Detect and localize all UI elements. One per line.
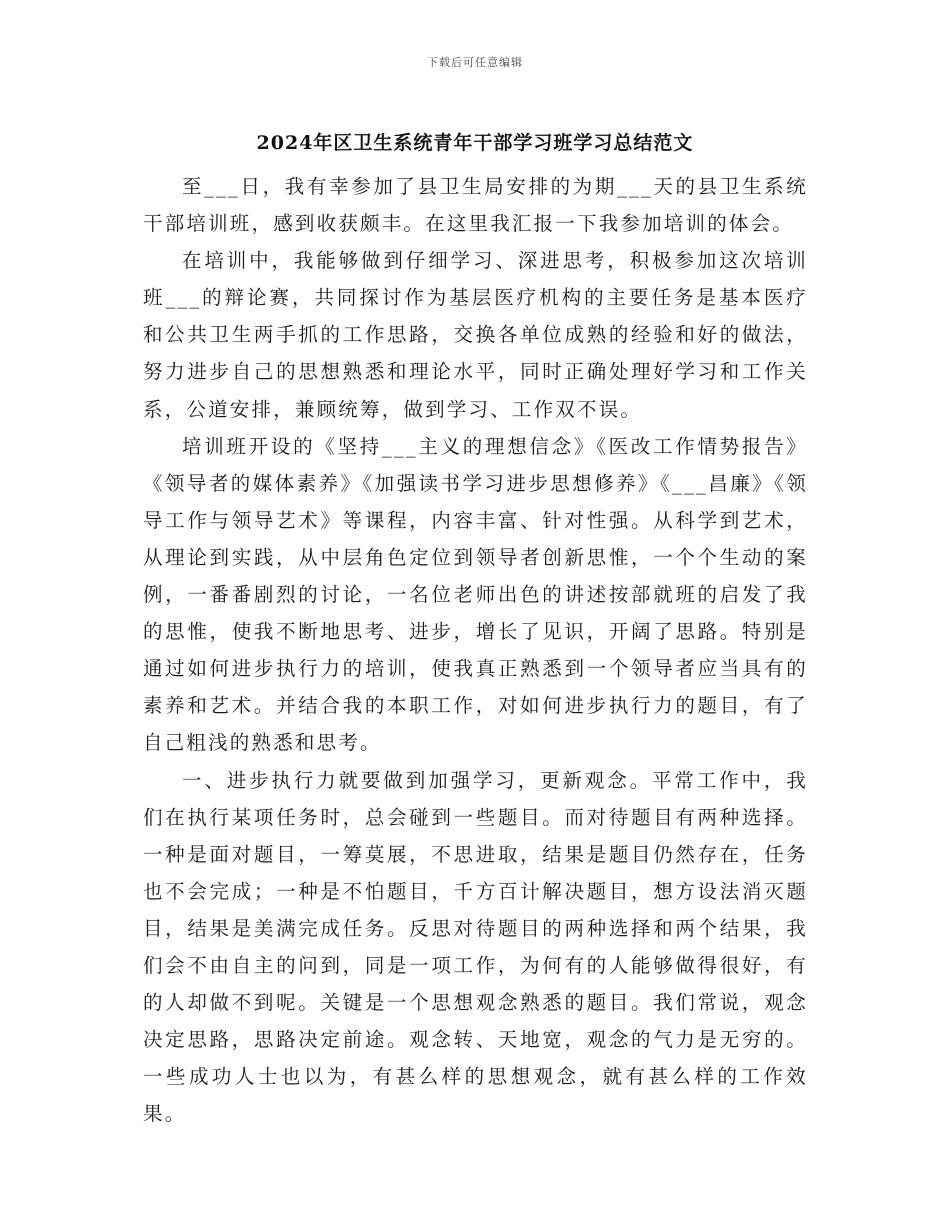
paragraph-training: 在培训中，我能够做到仔细学习、深进思考，积极参加这次培训班___的辩论赛，共同探讨作为基层医疗机构的主要任务是基本医疗和公共卫生两手抓的工作思路，交换各单位成熟的经验和好的做法，努力进步自己的思想熟悉和理论水平，同时正确处理好学习和工作关系，公道安排，兼顾统筹，做到学习、工作双不误。	[143, 249, 808, 421]
paragraph-point-one: 一、进步执行力就要做到加强学习，更新观念。平常工作中，我们在执行某项任务时，总会碰到一些题目。而对待题目有两种选择。一种是面对题目，一筹莫展，不思进取，结果是题目仍然存在，任务也不会完成；一种是不怕题目，千方百计解决题目，想方设法消灭题目，结果是美满完成任务。反思对待题目的两种选择和两个结果，我们会不由自主的问到，同是一项工作，为何有的人能够做得很好，有的人却做不到呢。关键是一个思想观念熟悉的题目。我们常说，观念决定思路，思路决定前途。观念转、天地宽，观念的气力是无穷的。一些成功人士也以为，有甚么样的思想观念，就有甚么样的工作效果。	[143, 768, 808, 1126]
paragraph-courses: 培训班开设的《坚持___主义的理想信念》《医改工作情势报告》《领导者的媒体素养》《加强读书学习进步思想修养》《___昌廉》《领导工作与领导艺术》等课程，内容丰富、针对性强。从科学到艺术，从理论到实践，从中层角色定位到领导者创新思惟，一个个生动的案例，一番番剧烈的讨论，一名位老师出色的讲述按部就班的启发了我的思惟，使我不断地思考、进步，增长了见识，开阔了思路。特别是通过如何进步执行力的培训，使我真正熟悉到一个领导者应当具有的素养和艺术。并结合我的本职工作，对如何进步执行力的题目，有了自己粗浅的熟悉和思考。	[143, 434, 808, 755]
document-title: 2024年区卫生系统青年干部学习班学习总结范文	[256, 132, 694, 154]
header-note: 下载后可任意编辑	[427, 56, 523, 69]
paragraph-intro: 至___日，我有幸参加了县卫生局安排的为期___天的县卫生系统干部培训班，感到收获颇丰。在这里我汇报一下我参加培训的体会。	[143, 175, 808, 236]
document-body	[143, 168, 808, 1132]
